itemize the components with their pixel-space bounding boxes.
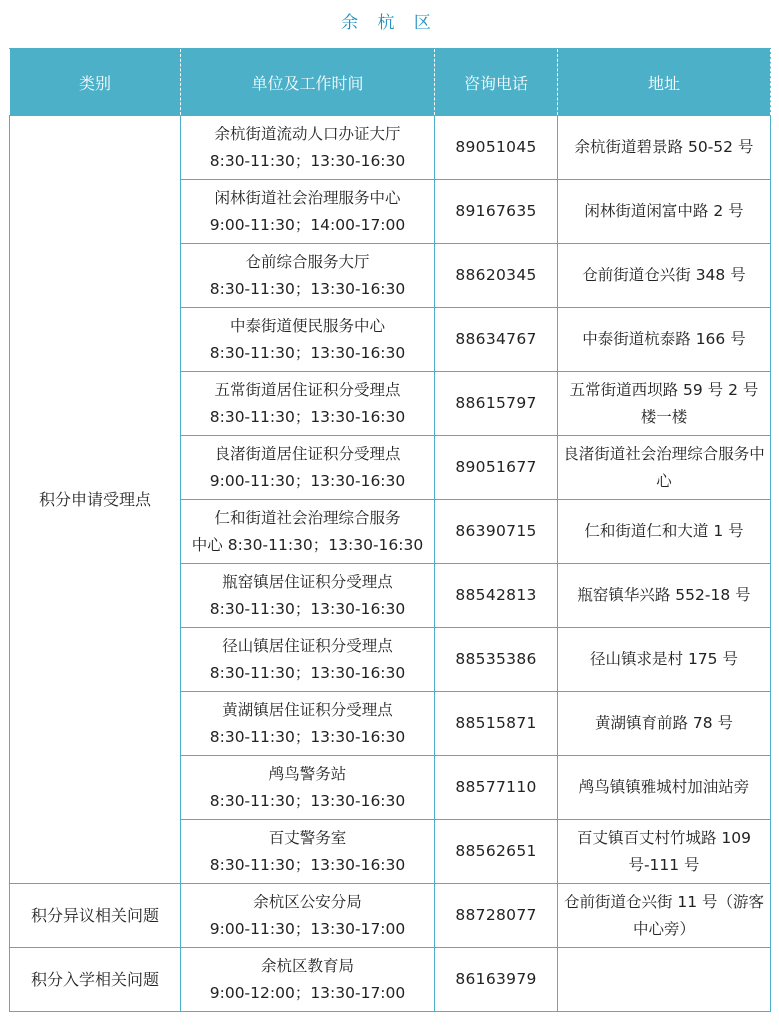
phone-cell: 88728077: [435, 884, 558, 948]
page-title: 余 杭 区: [341, 13, 438, 33]
category-cell: 积分申请受理点: [10, 116, 181, 884]
working-hours: 9:00-11:30；13:30-17:00: [209, 919, 406, 938]
address-cell: 仓前街道仓兴街 348 号: [558, 244, 771, 308]
unit-name: 仓前综合服务大厅: [245, 252, 370, 271]
table-body: [10, 116, 771, 1012]
unit-name: 黄湖镇居住证积分受理点: [222, 700, 393, 719]
unit-cell: [181, 372, 435, 436]
phone-cell: 88515871: [435, 692, 558, 756]
phone-cell: 89051677: [435, 436, 558, 500]
header-address: 地址: [558, 49, 771, 116]
address-cell: 黄湖镇育前路 78 号: [558, 692, 771, 756]
address-cell: 百丈镇百丈村竹城路 109 号-111 号: [558, 820, 771, 884]
working-hours: 8:30-11:30；13:30-16:30: [209, 727, 406, 746]
unit-cell: [181, 692, 435, 756]
address-cell: 余杭街道碧景路 50-52 号: [558, 116, 771, 180]
header-phone: 咨询电话: [435, 49, 558, 116]
header-unit-hours: 单位及工作时间: [181, 49, 435, 116]
address-cell: 瓶窑镇华兴路 552-18 号: [558, 564, 771, 628]
working-hours: 8:30-11:30；13:30-16:30: [209, 151, 406, 170]
unit-cell: [181, 244, 435, 308]
phone-cell: 88577110: [435, 756, 558, 820]
working-hours: 9:00-11:30；14:00-17:00: [209, 215, 406, 234]
unit-cell: [181, 756, 435, 820]
phone-cell: 88542813: [435, 564, 558, 628]
unit-cell: [181, 436, 435, 500]
phone-cell: 89167635: [435, 180, 558, 244]
unit-cell: [181, 884, 435, 948]
phone-cell: 88620345: [435, 244, 558, 308]
unit-cell: [181, 500, 435, 564]
unit-name: 良渚街道居住证积分受理点: [214, 444, 401, 463]
unit-cell: [181, 564, 435, 628]
working-hours: 9:00-11:30；13:30-16:30: [209, 471, 406, 490]
unit-cell: [181, 628, 435, 692]
address-cell: 鸬鸟镇镇雅城村加油站旁: [558, 756, 771, 820]
working-hours: 8:30-11:30；13:30-16:30: [209, 663, 406, 682]
unit-cell: [181, 948, 435, 1012]
header-category: 类别: [10, 49, 181, 116]
info-table: [9, 48, 771, 1012]
address-cell: 径山镇求是村 175 号: [558, 628, 771, 692]
phone-cell: 88615797: [435, 372, 558, 436]
address-cell: 良渚街道社会治理综合服务中心: [558, 436, 771, 500]
working-hours: 8:30-11:30；13:30-16:30: [209, 855, 406, 874]
working-hours: 8:30-11:30；13:30-16:30: [209, 791, 406, 810]
unit-cell: [181, 116, 435, 180]
unit-cell: [181, 820, 435, 884]
working-hours: 中心 8:30-11:30；13:30-16:30: [191, 535, 424, 554]
unit-name: 瓶窑镇居住证积分受理点: [222, 572, 393, 591]
phone-cell: 88634767: [435, 308, 558, 372]
phone-cell: 88562651: [435, 820, 558, 884]
working-hours: 8:30-11:30；13:30-16:30: [209, 343, 406, 362]
address-cell: 闲林街道闲富中路 2 号: [558, 180, 771, 244]
unit-name: 仁和街道社会治理综合服务: [214, 508, 401, 527]
table-row: [10, 884, 771, 948]
unit-name: 余杭街道流动人口办证大厅: [214, 124, 401, 143]
working-hours: 9:00-12:00；13:30-17:00: [209, 983, 406, 1002]
unit-name: 余杭区教育局: [260, 956, 354, 975]
phone-cell: 86390715: [435, 500, 558, 564]
unit-name: 鸬鸟警务站: [268, 764, 347, 783]
phone-cell: 86163979: [435, 948, 558, 1012]
category-cell: 积分异议相关问题: [10, 884, 181, 948]
unit-name: 余杭区公安分局: [253, 892, 362, 911]
unit-name: 径山镇居住证积分受理点: [222, 636, 393, 655]
working-hours: 8:30-11:30；13:30-16:30: [209, 279, 406, 298]
phone-cell: 88535386: [435, 628, 558, 692]
address-cell: 仓前街道仓兴街 11 号（游客中心旁）: [558, 884, 771, 948]
address-cell: 中泰街道杭泰路 166 号: [558, 308, 771, 372]
address-cell: 仁和街道仁和大道 1 号: [558, 500, 771, 564]
table-header: [10, 49, 771, 116]
category-cell: 积分入学相关问题: [10, 948, 181, 1012]
working-hours: 8:30-11:30；13:30-16:30: [209, 599, 406, 618]
unit-cell: [181, 180, 435, 244]
phone-cell: 89051045: [435, 116, 558, 180]
address-cell: [558, 948, 771, 1012]
unit-name: 中泰街道便民服务中心: [229, 316, 385, 335]
unit-name: 五常街道居住证积分受理点: [214, 380, 401, 399]
unit-name: 闲林街道社会治理服务中心: [214, 188, 401, 207]
address-cell: 五常街道西坝路 59 号 2 号楼一楼: [558, 372, 771, 436]
unit-cell: [181, 308, 435, 372]
working-hours: 8:30-11:30；13:30-16:30: [209, 407, 406, 426]
table-row: [10, 116, 771, 180]
unit-name: 百丈警务室: [268, 828, 347, 847]
table-row: [10, 948, 771, 1012]
